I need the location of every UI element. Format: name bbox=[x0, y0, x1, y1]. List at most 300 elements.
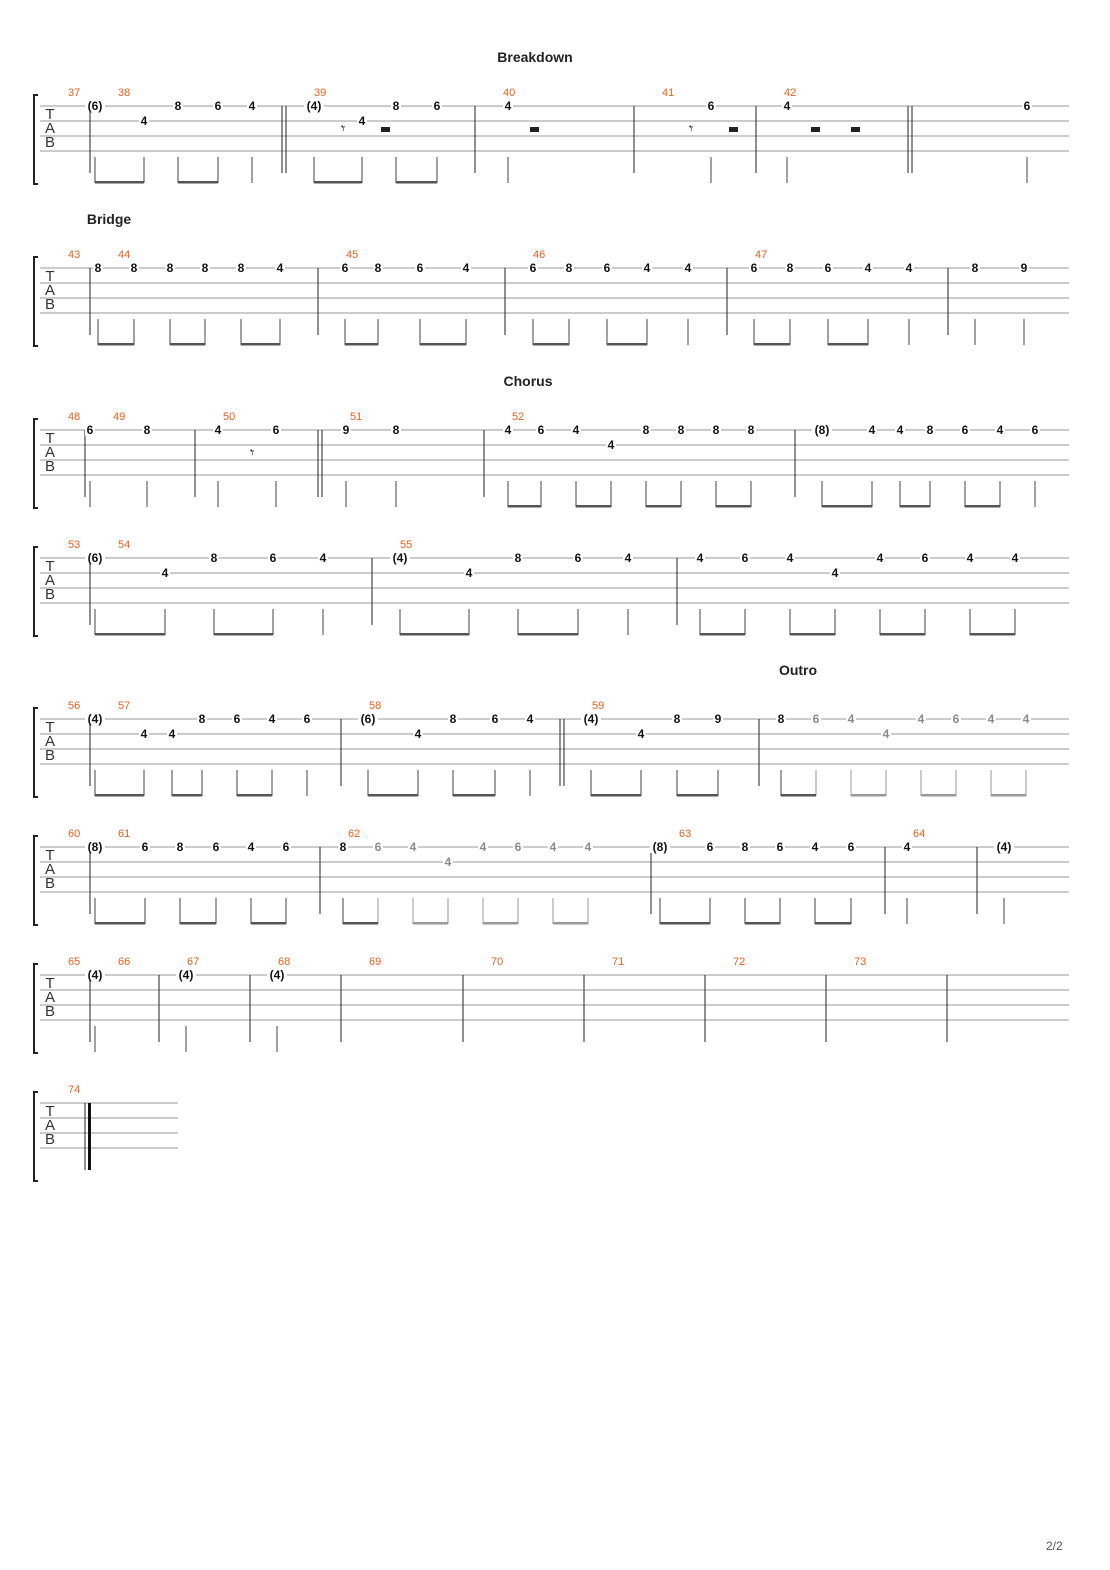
fret-number: 4 bbox=[864, 261, 872, 275]
measure bbox=[68, 956, 105, 1052]
fret-number: (6) bbox=[87, 551, 103, 565]
fret-number: 8 bbox=[130, 261, 138, 275]
measure bbox=[533, 249, 914, 346]
fret-number: 8 bbox=[174, 99, 182, 113]
fret-number: 4 bbox=[624, 551, 632, 565]
fret-number: 4 bbox=[783, 99, 791, 113]
tab-clef-letter: T bbox=[45, 430, 55, 447]
beam bbox=[237, 794, 272, 797]
tab-clef-letter: A bbox=[44, 572, 56, 589]
bar-number: 60 bbox=[68, 828, 81, 840]
tab-clef-letter: A bbox=[44, 1117, 56, 1134]
beam bbox=[95, 633, 165, 636]
tab-clef-letter: T bbox=[45, 719, 55, 736]
fret-number: 8 bbox=[449, 712, 457, 726]
measure bbox=[592, 700, 1031, 797]
fret-number: 4 bbox=[811, 840, 819, 854]
tab-system bbox=[34, 87, 1069, 184]
beam bbox=[970, 633, 1015, 636]
beam bbox=[172, 794, 202, 797]
beam bbox=[453, 794, 495, 797]
fret-number: 6 bbox=[341, 261, 349, 275]
measure bbox=[755, 249, 1029, 345]
fret-number: (8) bbox=[87, 840, 103, 854]
bar-number: 61 bbox=[118, 828, 131, 840]
fret-number: 4 bbox=[637, 727, 645, 741]
system-bracket bbox=[34, 257, 38, 346]
fret-number: 6 bbox=[952, 712, 960, 726]
bar-number: 65 bbox=[68, 956, 81, 968]
bar-number: 56 bbox=[68, 700, 81, 712]
beam bbox=[170, 343, 205, 346]
fret-number: (4) bbox=[392, 551, 408, 565]
fret-number: 4 bbox=[140, 727, 148, 741]
measure bbox=[278, 956, 341, 1042]
beam bbox=[781, 794, 816, 797]
measure bbox=[369, 700, 723, 797]
measure bbox=[369, 956, 463, 1042]
fret-number: (6) bbox=[360, 712, 376, 726]
bar-number: 64 bbox=[913, 828, 926, 840]
tab-clef-letter: T bbox=[45, 847, 55, 864]
fret-number: 6 bbox=[269, 551, 277, 565]
bar-number: 71 bbox=[612, 956, 625, 968]
fret-number: 4 bbox=[1022, 712, 1030, 726]
beam bbox=[396, 181, 437, 184]
tab-system bbox=[34, 249, 1069, 346]
bar-number: 62 bbox=[348, 828, 361, 840]
fret-number: 8 bbox=[176, 840, 184, 854]
beam bbox=[745, 922, 780, 925]
measure bbox=[223, 411, 401, 507]
fret-number: 9 bbox=[1020, 261, 1028, 275]
fret-number: 8 bbox=[339, 840, 347, 854]
beam bbox=[95, 181, 144, 184]
bar-number: 40 bbox=[503, 87, 516, 99]
tab-clef-letter: A bbox=[44, 120, 56, 137]
bar-number: 41 bbox=[662, 87, 675, 99]
bar-number: 38 bbox=[118, 87, 131, 99]
eighth-rest: 𝄾 bbox=[250, 443, 255, 462]
tab-clef-letter: A bbox=[44, 861, 56, 878]
fret-number: 4 bbox=[572, 423, 580, 437]
beam bbox=[822, 505, 872, 508]
measure bbox=[503, 87, 716, 183]
fret-number: 4 bbox=[247, 840, 255, 854]
measure bbox=[68, 539, 328, 636]
fret-number: 6 bbox=[303, 712, 311, 726]
tab-system bbox=[34, 700, 1069, 797]
system-bracket bbox=[34, 419, 38, 508]
bar-number: 47 bbox=[755, 249, 768, 261]
fret-number: 6 bbox=[282, 840, 290, 854]
bar-number: 53 bbox=[68, 539, 81, 551]
bar-number: 59 bbox=[592, 700, 605, 712]
fret-number: 4 bbox=[465, 566, 473, 580]
fret-number: 6 bbox=[961, 423, 969, 437]
fret-number: 6 bbox=[707, 99, 715, 113]
beam bbox=[700, 633, 745, 636]
final-barline-thick bbox=[88, 1103, 91, 1170]
beam bbox=[314, 181, 362, 184]
fret-number: 8 bbox=[741, 840, 749, 854]
fret-number: 8 bbox=[392, 99, 400, 113]
fret-number: 6 bbox=[776, 840, 784, 854]
fret-number: 8 bbox=[94, 261, 102, 275]
fret-number: 6 bbox=[741, 551, 749, 565]
dotted-half-rest bbox=[530, 127, 539, 132]
bar-number: 70 bbox=[491, 956, 504, 968]
fret-number: 4 bbox=[966, 551, 974, 565]
bar-number: 54 bbox=[118, 539, 131, 551]
fret-number: 6 bbox=[212, 840, 220, 854]
bar-number: 67 bbox=[187, 956, 200, 968]
fret-number: 8 bbox=[565, 261, 573, 275]
beam bbox=[646, 505, 681, 508]
beam bbox=[591, 794, 641, 797]
bar-number: 39 bbox=[314, 87, 327, 99]
measure bbox=[68, 249, 285, 346]
beam bbox=[921, 794, 956, 797]
tab-clef-letter: A bbox=[44, 989, 56, 1006]
fret-number: 6 bbox=[272, 423, 280, 437]
measure bbox=[68, 87, 257, 184]
beam bbox=[965, 505, 1000, 508]
fret-number: 4 bbox=[214, 423, 222, 437]
tab-clef-letter: B bbox=[44, 458, 56, 475]
bar-number: 51 bbox=[350, 411, 363, 423]
beam bbox=[607, 343, 647, 346]
measure bbox=[400, 539, 1020, 636]
fret-number: 4 bbox=[479, 840, 487, 854]
bar-number: 68 bbox=[278, 956, 291, 968]
measure bbox=[348, 828, 856, 925]
bar-number: 49 bbox=[113, 411, 126, 423]
beam bbox=[508, 505, 541, 508]
tab-system bbox=[34, 539, 1069, 636]
measure bbox=[346, 249, 693, 346]
beam bbox=[576, 505, 611, 508]
tab-system bbox=[34, 1084, 178, 1181]
bar-number: 52 bbox=[512, 411, 525, 423]
measure bbox=[314, 87, 516, 183]
fret-number: 4 bbox=[905, 261, 913, 275]
tab-clef-letter: A bbox=[44, 444, 56, 461]
fret-number: 6 bbox=[214, 99, 222, 113]
fret-number: 9 bbox=[342, 423, 350, 437]
fret-number: (4) bbox=[996, 840, 1012, 854]
beam bbox=[790, 633, 835, 636]
beam bbox=[214, 633, 273, 636]
beam bbox=[828, 343, 868, 346]
fret-number: 6 bbox=[374, 840, 382, 854]
fret-number: 8 bbox=[201, 261, 209, 275]
tab-clef-letter: T bbox=[45, 558, 55, 575]
section-label: Outro bbox=[778, 662, 818, 678]
fret-number: 4 bbox=[358, 114, 366, 128]
bar-number: 42 bbox=[784, 87, 797, 99]
fret-number: 4 bbox=[409, 840, 417, 854]
fret-number: 6 bbox=[847, 840, 855, 854]
beam bbox=[98, 343, 134, 346]
bar-number: 44 bbox=[118, 249, 131, 261]
fret-number: 8 bbox=[642, 423, 650, 437]
fret-number: 8 bbox=[971, 261, 979, 275]
fret-number: 8 bbox=[166, 261, 174, 275]
system-bracket bbox=[34, 547, 38, 636]
tab-clef-letter: T bbox=[45, 106, 55, 123]
fret-number: 4 bbox=[786, 551, 794, 565]
beam bbox=[178, 181, 218, 184]
tab-clef-letter: A bbox=[44, 282, 56, 299]
fret-number: 6 bbox=[574, 551, 582, 565]
page-number: 2/2 bbox=[1046, 1539, 1063, 1553]
measure bbox=[118, 700, 535, 797]
beam bbox=[660, 922, 710, 925]
beam bbox=[518, 633, 578, 636]
beam bbox=[95, 794, 144, 797]
bar-number: 57 bbox=[118, 700, 131, 712]
bar-number: 46 bbox=[533, 249, 546, 261]
beam bbox=[533, 343, 569, 346]
eighth-rest: 𝄾 bbox=[689, 119, 694, 138]
bar-number: 73 bbox=[854, 956, 867, 968]
tab-clef-letter: T bbox=[45, 1103, 55, 1120]
section-label: Bridge bbox=[86, 211, 132, 227]
fret-number: 6 bbox=[603, 261, 611, 275]
measure bbox=[68, 828, 291, 925]
fret-number: 6 bbox=[416, 261, 424, 275]
fret-number: 4 bbox=[882, 727, 890, 741]
fret-number: 6 bbox=[86, 423, 94, 437]
section-label: Breakdown bbox=[497, 49, 573, 65]
fret-number: 6 bbox=[537, 423, 545, 437]
fret-number: 4 bbox=[526, 712, 534, 726]
measure bbox=[68, 1084, 91, 1170]
beam bbox=[368, 794, 418, 797]
fret-number: 4 bbox=[248, 99, 256, 113]
fret-number: 4 bbox=[696, 551, 704, 565]
tab-clef-letter: T bbox=[45, 975, 55, 992]
fret-number: 4 bbox=[607, 438, 615, 452]
fret-number: 9 bbox=[714, 712, 722, 726]
bar-number: 69 bbox=[369, 956, 382, 968]
fret-number: 4 bbox=[414, 727, 422, 741]
fret-number: 4 bbox=[643, 261, 651, 275]
fret-number: 8 bbox=[777, 712, 785, 726]
half-rest bbox=[381, 127, 390, 132]
fret-number: 4 bbox=[868, 423, 876, 437]
fret-number: 8 bbox=[673, 712, 681, 726]
beam bbox=[553, 922, 588, 925]
bar-number: 48 bbox=[68, 411, 81, 423]
beam bbox=[716, 505, 751, 508]
tab-clef-letter: B bbox=[44, 586, 56, 603]
fret-number: 4 bbox=[444, 855, 452, 869]
measure bbox=[118, 87, 442, 184]
fret-number: 8 bbox=[210, 551, 218, 565]
fret-number: 6 bbox=[824, 261, 832, 275]
tab-clef-letter: B bbox=[44, 1131, 56, 1148]
fret-number: 4 bbox=[831, 566, 839, 580]
dotted-quarter-rest bbox=[851, 127, 860, 132]
beam bbox=[343, 922, 378, 925]
fret-number: 6 bbox=[812, 712, 820, 726]
beam bbox=[251, 922, 286, 925]
measure bbox=[662, 87, 792, 183]
tab-clef-letter: B bbox=[44, 296, 56, 313]
fret-number: 8 bbox=[677, 423, 685, 437]
fret-number: 4 bbox=[917, 712, 925, 726]
measure bbox=[512, 411, 1040, 508]
beam bbox=[754, 343, 790, 346]
system-bracket bbox=[34, 836, 38, 925]
fret-number: 6 bbox=[1023, 99, 1031, 113]
beam bbox=[241, 343, 280, 346]
half-rest bbox=[729, 127, 738, 132]
fret-number: (4) bbox=[178, 968, 194, 982]
fret-number: 4 bbox=[903, 840, 911, 854]
system-bracket bbox=[34, 95, 38, 184]
system-bracket bbox=[34, 708, 38, 797]
beam bbox=[815, 922, 851, 925]
fret-number: 4 bbox=[996, 423, 1004, 437]
bar-number: 37 bbox=[68, 87, 81, 99]
bar-number: 58 bbox=[369, 700, 382, 712]
tab-system bbox=[34, 828, 1069, 925]
fret-number: 6 bbox=[921, 551, 929, 565]
beam bbox=[420, 343, 466, 346]
measure bbox=[350, 411, 756, 508]
fret-number: 4 bbox=[847, 712, 855, 726]
fret-number: 4 bbox=[504, 423, 512, 437]
measure bbox=[854, 956, 947, 1042]
bar-number: 74 bbox=[68, 1084, 81, 1096]
tab-clef-letter: B bbox=[44, 875, 56, 892]
fret-number: 8 bbox=[198, 712, 206, 726]
bar-number: 50 bbox=[223, 411, 236, 423]
measure bbox=[491, 956, 584, 1042]
fret-number: (4) bbox=[306, 99, 322, 113]
bar-number: 55 bbox=[400, 539, 413, 551]
fret-number: 4 bbox=[276, 261, 284, 275]
beam bbox=[413, 922, 448, 925]
measure bbox=[68, 411, 152, 507]
fret-number: (6) bbox=[87, 99, 103, 113]
tab-clef-letter: B bbox=[44, 1003, 56, 1020]
fret-number: 6 bbox=[141, 840, 149, 854]
bar-number: 66 bbox=[118, 956, 131, 968]
bar-number: 43 bbox=[68, 249, 81, 261]
fret-number: 4 bbox=[896, 423, 904, 437]
fret-number: (4) bbox=[87, 968, 103, 982]
tab-clef-letter: B bbox=[44, 134, 56, 151]
fret-number: 4 bbox=[268, 712, 276, 726]
fret-number: 6 bbox=[433, 99, 441, 113]
fret-number: 4 bbox=[684, 261, 692, 275]
eighth-rest: 𝄾 bbox=[341, 119, 346, 138]
measure bbox=[118, 828, 593, 925]
fret-number: 4 bbox=[319, 551, 327, 565]
fret-number: (4) bbox=[87, 712, 103, 726]
fret-number: 6 bbox=[233, 712, 241, 726]
fret-number: 8 bbox=[786, 261, 794, 275]
fret-number: (4) bbox=[269, 968, 285, 982]
bar-number: 45 bbox=[346, 249, 359, 261]
bar-number: 63 bbox=[679, 828, 692, 840]
fret-number: 8 bbox=[926, 423, 934, 437]
fret-number: 8 bbox=[392, 423, 400, 437]
fret-number: 8 bbox=[514, 551, 522, 565]
measure bbox=[612, 956, 705, 1042]
fret-number: 4 bbox=[987, 712, 995, 726]
measure bbox=[68, 700, 312, 797]
beam bbox=[483, 922, 518, 925]
half-rest bbox=[811, 127, 820, 132]
fret-number: 4 bbox=[161, 566, 169, 580]
beam bbox=[95, 922, 145, 925]
fret-number: (4) bbox=[583, 712, 599, 726]
measure bbox=[784, 87, 1032, 183]
fret-number: 4 bbox=[549, 840, 557, 854]
measure bbox=[733, 956, 826, 1042]
beam bbox=[900, 505, 930, 508]
fret-number: 4 bbox=[504, 99, 512, 113]
fret-number: 4 bbox=[140, 114, 148, 128]
fret-number: (8) bbox=[814, 423, 830, 437]
system-bracket bbox=[34, 1092, 38, 1181]
fret-number: 8 bbox=[237, 261, 245, 275]
fret-number: 4 bbox=[876, 551, 884, 565]
fret-number: 6 bbox=[514, 840, 522, 854]
fret-number: 4 bbox=[462, 261, 470, 275]
fret-number: 8 bbox=[143, 423, 151, 437]
tab-clef-letter: B bbox=[44, 747, 56, 764]
fret-number: 8 bbox=[374, 261, 382, 275]
tab-clef-letter: A bbox=[44, 733, 56, 750]
measure bbox=[118, 956, 196, 1052]
section-label: Chorus bbox=[503, 373, 553, 389]
fret-number: 6 bbox=[706, 840, 714, 854]
measure bbox=[187, 956, 287, 1052]
fret-number: 4 bbox=[1011, 551, 1019, 565]
tab-system bbox=[34, 411, 1069, 508]
tab-clef-letter: T bbox=[45, 268, 55, 285]
fret-number: 6 bbox=[1031, 423, 1039, 437]
measure bbox=[113, 411, 281, 507]
measure bbox=[913, 828, 1014, 924]
beam bbox=[677, 794, 718, 797]
bar-number: 72 bbox=[733, 956, 746, 968]
fret-number: 6 bbox=[750, 261, 758, 275]
beam bbox=[880, 633, 925, 636]
fret-number: 4 bbox=[584, 840, 592, 854]
measure bbox=[118, 539, 633, 636]
beam bbox=[400, 633, 469, 636]
beam bbox=[180, 922, 216, 925]
fret-number: 6 bbox=[529, 261, 537, 275]
fret-number: (8) bbox=[652, 840, 668, 854]
fret-number: 8 bbox=[747, 423, 755, 437]
fret-number: 8 bbox=[712, 423, 720, 437]
system-bracket bbox=[34, 964, 38, 1053]
beam bbox=[851, 794, 886, 797]
tab-system bbox=[34, 956, 1069, 1053]
beam bbox=[991, 794, 1026, 797]
fret-number: 4 bbox=[168, 727, 176, 741]
fret-number: 6 bbox=[491, 712, 499, 726]
beam bbox=[345, 343, 378, 346]
